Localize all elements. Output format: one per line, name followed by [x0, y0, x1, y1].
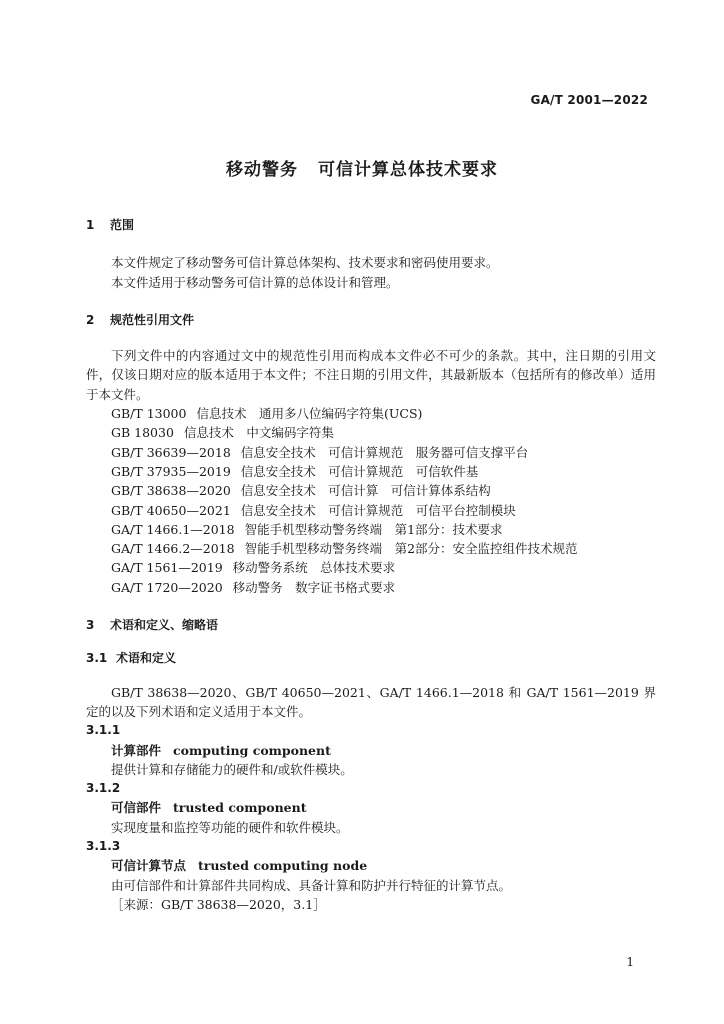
term-number: 3.1.3: [86, 839, 121, 854]
section-heading-3: 3 术语和定义、缩略语: [86, 618, 219, 633]
reference-list: [86, 404, 656, 597]
term-name: 可信计算节点 trusted computing node: [111, 858, 368, 874]
term-definition: 由可信部件和计算部件共同构成、具备计算和防护并行特征的计算节点。: [111, 877, 512, 893]
term-entry: [86, 779, 656, 837]
reference-item: GB/T 38638—2020 信息安全技术 可信计算 可信计算体系结构: [111, 483, 491, 499]
title-part1: 移动警务: [226, 160, 298, 180]
reference-item: GB/T 36639—2018 信息安全技术 可信计算规范 服务器可信支撑平台: [111, 444, 529, 460]
term-definition: 提供计算和存储能力的硬件和/或软件模块。: [111, 761, 353, 777]
term-definition: 实现度量和监控等功能的硬件和软件模块。: [111, 819, 349, 835]
reference-item: GA/T 1466.1—2018 智能手机型移动警务终端 第1部分：技术要求: [111, 521, 503, 537]
term-name: 可信部件 trusted component: [111, 800, 307, 816]
term-number: 3.1.2: [86, 781, 121, 796]
title-part2: 可信计算总体技术要求: [318, 160, 498, 180]
term-entry: [86, 837, 656, 914]
section3-intro: GB/T 38638—2020、GB/T 40650—2021、GA/T 1466.1—2018 和 GA/T 1561—2019 界定的以及下列术语和定义适用于本文件。: [86, 684, 656, 719]
reference-item: GB/T 13000 信息技术 通用多八位编码字符集(UCS): [111, 406, 423, 422]
reference-item: GA/T 1720—2020 移动警务 数字证书格式要求: [111, 579, 396, 595]
page-number: 1: [626, 955, 634, 969]
section1-paragraph: 本文件适用于移动警务可信计算的总体设计和管理。: [111, 274, 399, 290]
reference-item: GB/T 40650—2021 信息安全技术 可信计算规范 可信平台控制模块: [111, 502, 516, 518]
section-heading-2: 2 规范性引用文件: [86, 312, 195, 327]
standard-code: GA/T 2001—2022: [530, 93, 648, 107]
term-name: 计算部件 computing component: [111, 742, 331, 758]
reference-item: GB 18030 信息技术 中文编码字符集: [111, 425, 334, 441]
reference-item: GA/T 1561—2019 移动警务系统 总体技术要求: [111, 560, 396, 576]
section2-intro: 下列文件中的内容通过文中的规范性引用而构成本文件必不可少的条款。其中，注日期的引用文件，仅该日期对应的版本适用于本文件；不注日期的引用文件，其最新版本（包括所有的修改单）适用于本文件。: [86, 348, 656, 402]
reference-item: GA/T 1466.2—2018 智能手机型移动警务终端 第2部分：安全监控组件技术规范: [111, 541, 578, 557]
reference-item: GB/T 37935—2019 信息安全技术 可信计算规范 可信软件基: [111, 463, 479, 479]
term-source: ［来源：GB/T 38638—2020，3.1］: [111, 896, 326, 912]
term-number: 3.1.1: [86, 723, 121, 738]
document-title: [0, 155, 724, 180]
section1-paragraph: 本文件规定了移动警务可信计算总体架构、技术要求和密码使用要求。: [111, 255, 499, 271]
subsection-heading-3-1: 3.1 术语和定义: [86, 651, 177, 666]
term-entry: [86, 721, 656, 779]
section-heading-1: 1 范围: [86, 218, 135, 232]
document-body: [86, 216, 656, 914]
